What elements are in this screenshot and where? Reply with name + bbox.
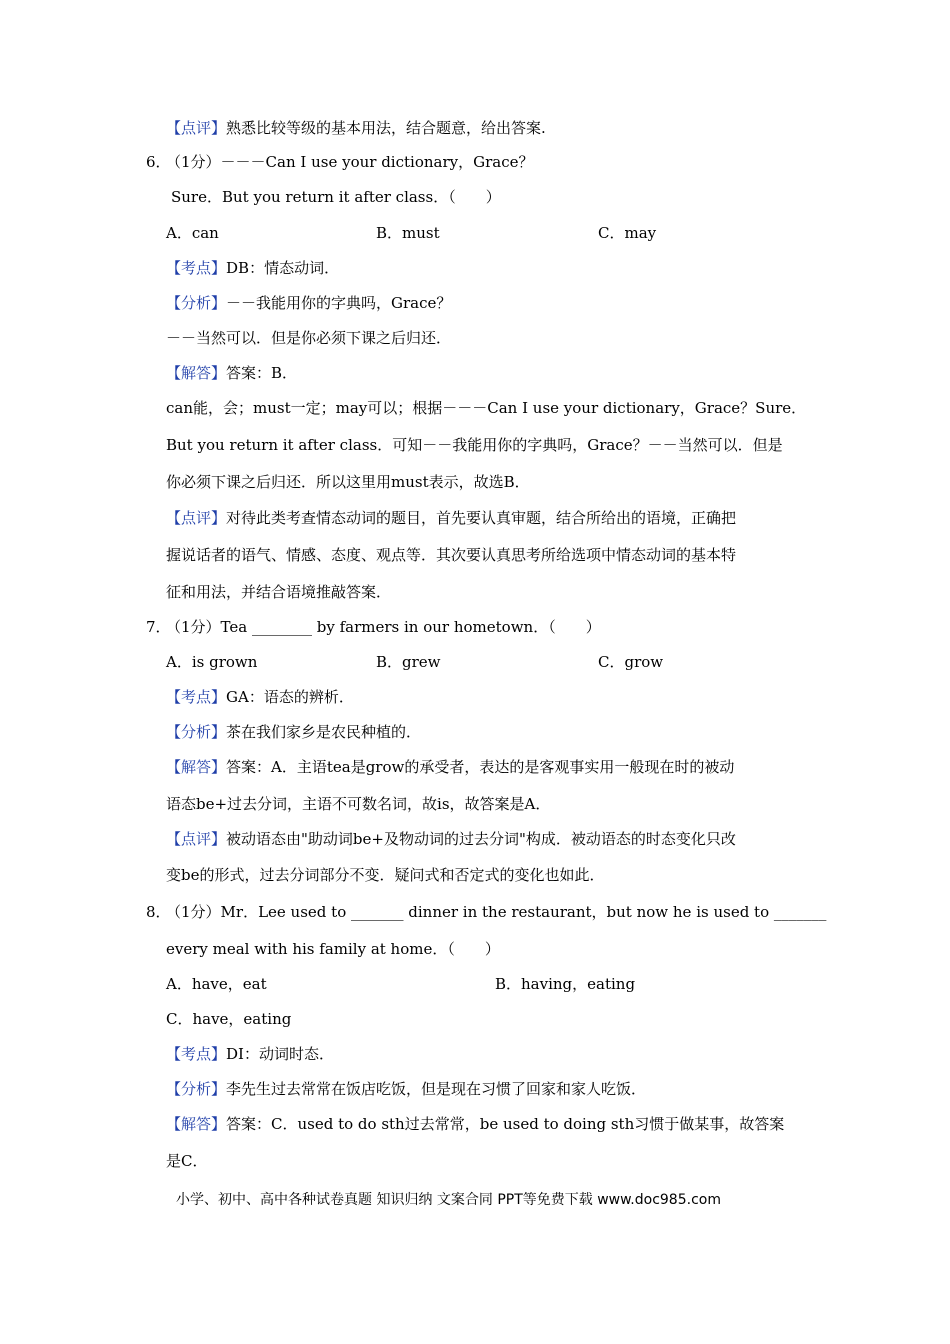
answer-text: 答案：C．used to do sth过去常常，be used to doing sth习惯于做某事，故答案 bbox=[226, 1115, 785, 1133]
question-number-7: 7． bbox=[146, 618, 171, 636]
q7-point bbox=[166, 687, 354, 707]
analysis-text: －－我能用你的字典吗，Grace？ bbox=[226, 294, 452, 312]
answer-tag: 【解答】 bbox=[166, 758, 227, 776]
page-footer: 小学、初中、高中各种试卷真题 知识归纳 文案合同 PPT等免费下载 www.doc985.com bbox=[176, 1192, 721, 1208]
analysis-text: 茶在我们家乡是农民种植的． bbox=[226, 723, 422, 741]
analysis-text: 李先生过去常常在饭店吃饭，但是现在习惯了回家和家人吃饭． bbox=[226, 1080, 647, 1098]
q6-stem-line2: Sure．But you return it after class．（ ） bbox=[171, 188, 501, 206]
q8-stem-line2: every meal with his family at home．（ ） bbox=[166, 940, 500, 958]
point-tag: 【考点】 bbox=[166, 1045, 227, 1063]
q6-option-a: A．can bbox=[166, 224, 219, 242]
q7-review bbox=[166, 829, 736, 849]
point-tag: 【考点】 bbox=[166, 259, 227, 277]
point-text: GA：语态的辨析． bbox=[226, 688, 354, 706]
review-text: 对待此类考查情态动词的题目，首先要认真审题，结合所给出的语境，正确把 bbox=[226, 509, 737, 527]
q8-analysis bbox=[166, 1079, 646, 1099]
q7-option-c: C．grow bbox=[598, 653, 664, 671]
q6-stem-line1: （1分）－－－Can I use your dictionary，Grace？ bbox=[166, 153, 534, 171]
analysis-tag: 【分析】 bbox=[166, 294, 227, 312]
review-tag: 【点评】 bbox=[166, 509, 227, 527]
q6-review bbox=[166, 508, 736, 528]
analysis-tag: 【分析】 bbox=[166, 723, 227, 741]
q6-review-line2: 握说话者的语气、情感、态度、观点等．其次要认真思考所给选项中情态动词的基本特 bbox=[166, 546, 737, 564]
q6-answer bbox=[166, 363, 297, 383]
q6-review-line3: 征和用法，并结合语境推敲答案． bbox=[166, 583, 392, 601]
q8-answer bbox=[166, 1114, 784, 1134]
q8-option-c: C．have，eating bbox=[166, 1010, 292, 1028]
q6-answer-line4: 你必须下课之后归还．所以这里用must表示，故选B． bbox=[166, 473, 530, 491]
review-tag: 【点评】 bbox=[166, 119, 227, 137]
q7-analysis bbox=[166, 722, 421, 742]
review-text: 被动语态由"助动词be+及物动词的过去分词"构成．被动语态的时态变化只改 bbox=[226, 830, 736, 848]
q6-analysis bbox=[166, 293, 451, 313]
q6-option-b: B．must bbox=[376, 224, 440, 242]
analysis-tag: 【分析】 bbox=[166, 1080, 227, 1098]
question-number-6: 6． bbox=[146, 153, 171, 171]
q6-option-c: C．may bbox=[598, 224, 657, 242]
answer-text: 答案：A．主语tea是grow的承受者，表达的是客观事实用一般现在时的被动 bbox=[226, 758, 735, 776]
q7-option-a: A．is grown bbox=[166, 653, 258, 671]
q8-option-b: B．having，eating bbox=[495, 975, 636, 993]
q7-option-b: B．grew bbox=[376, 653, 441, 671]
q6-answer-line2: can能，会；must一定；may可以；根据－－－Can I use your dictionary，Grace？Sure． bbox=[166, 399, 807, 417]
q8-stem-line1: （1分）Mr．Lee used to _______ dinner in the restaurant，but now he is used to _______ bbox=[166, 903, 827, 921]
answer-text: 答案：B． bbox=[226, 364, 298, 382]
q7-answer-line2: 语态be+过去分词，主语不可数名词，故is，故答案是A． bbox=[166, 795, 551, 813]
q6-answer-line3: But you return it after class．可知－－我能用你的字典吗，Grace？－－当然可以．但是 bbox=[166, 436, 783, 454]
answer-tag: 【解答】 bbox=[166, 1115, 227, 1133]
question-number-8: 8． bbox=[146, 903, 171, 921]
point-text: DB：情态动词． bbox=[226, 259, 340, 277]
q7-stem-line1: （1分）Tea ________ by farmers in our hometown．（ ） bbox=[166, 618, 601, 636]
q7-review-line2: 变be的形式，过去分词部分不变．疑问式和否定式的变化也如此． bbox=[166, 866, 605, 884]
q6-analysis-line2: －－当然可以．但是你必须下课之后归还． bbox=[166, 329, 452, 347]
point-tag: 【考点】 bbox=[166, 688, 227, 706]
q8-point bbox=[166, 1044, 334, 1064]
review-tag: 【点评】 bbox=[166, 830, 227, 848]
q5-review bbox=[166, 118, 546, 138]
q6-point bbox=[166, 258, 339, 278]
answer-tag: 【解答】 bbox=[166, 364, 227, 382]
review-text: 熟悉比较等级的基本用法，结合题意，给出答案. bbox=[226, 119, 546, 137]
q7-answer bbox=[166, 757, 734, 777]
q8-answer-line2: 是C． bbox=[166, 1152, 208, 1170]
point-text: DI：动词时态． bbox=[226, 1045, 334, 1063]
q8-option-a: A．have，eat bbox=[166, 975, 267, 993]
